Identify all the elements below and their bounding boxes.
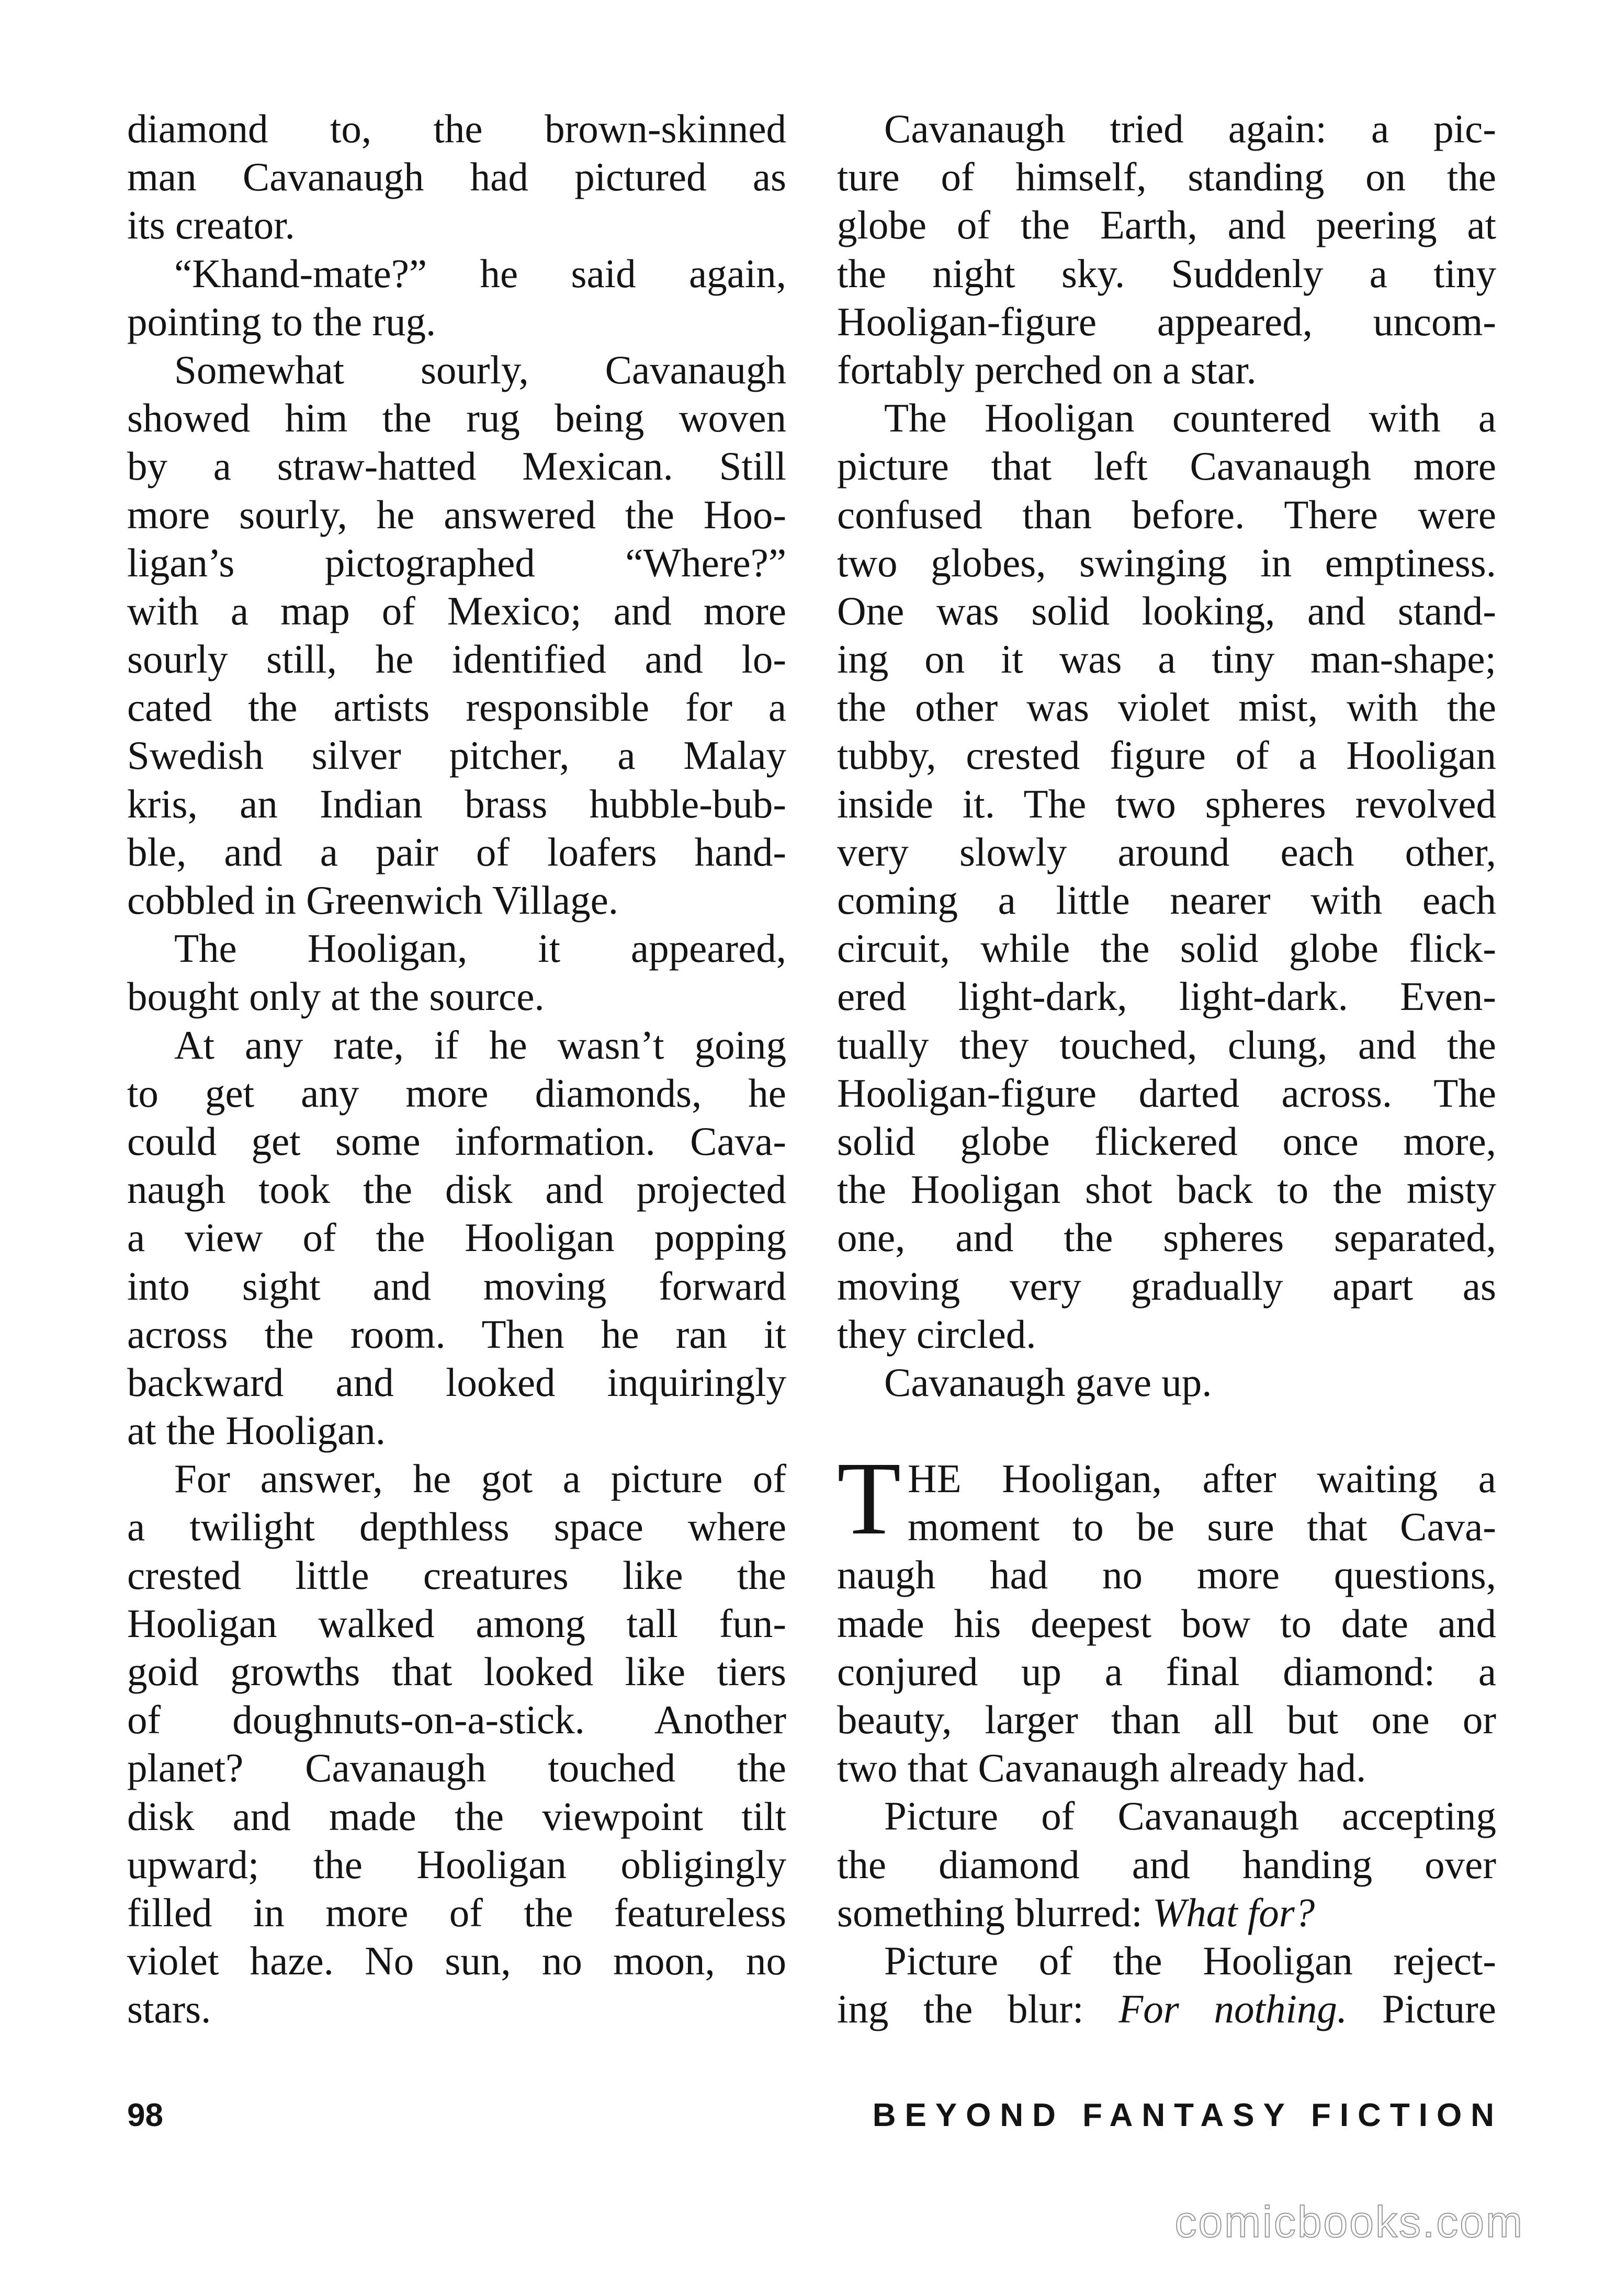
- text-line: tubby, crested figure of a Hooligan: [837, 733, 1496, 778]
- text-line: HE Hooligan, after waiting a: [908, 1456, 1496, 1502]
- text-line: conjured up a final diamond: a: [837, 1649, 1496, 1694]
- text-line: a view of the Hooligan popping: [127, 1215, 786, 1260]
- left-column: [127, 105, 786, 2033]
- text-line: inside it. The two spheres revolved: [837, 781, 1496, 826]
- text-line: by a straw-hatted Mexican. Still: [127, 444, 786, 489]
- text-line: globe of the Earth, and peering at: [837, 202, 1496, 248]
- text-line: [837, 1889, 1496, 1937]
- text-line: upward; the Hooligan obligingly: [127, 1842, 786, 1887]
- text-line: more sourly, he answered the Hoo-: [127, 492, 786, 537]
- text-line: The Hooligan countered with a: [884, 395, 1496, 441]
- text-line: moving very gradually apart as: [837, 1263, 1496, 1309]
- right-column: [837, 105, 1496, 2033]
- section-break: [837, 1406, 1496, 1454]
- text-line: stars.: [127, 1986, 211, 2032]
- text-line: Somewhat sourly, Cavanaugh: [174, 347, 786, 392]
- text-line: they circled.: [837, 1311, 1036, 1357]
- text-line: goid growths that looked like tiers: [127, 1649, 786, 1694]
- page-footer: [127, 2095, 1503, 2136]
- line-text: Picture: [1347, 1986, 1496, 2032]
- text-line: Swedish silver pitcher, a Malay: [127, 733, 786, 778]
- line-text: something blurred:: [837, 1890, 1153, 1935]
- text-line: very slowly around each other,: [837, 829, 1496, 874]
- text-line: naugh took the disk and projected: [127, 1167, 786, 1212]
- right-column-top-text: [837, 105, 1496, 1406]
- text-line: Hooligan walked among tall fun-: [127, 1600, 786, 1646]
- text-line: made his deepest bow to date and: [837, 1600, 1496, 1646]
- text-line: bought only at the source.: [127, 974, 545, 1019]
- text-line: one, and the spheres separated,: [837, 1215, 1496, 1260]
- text-line: tually they touched, clung, and the: [837, 1022, 1496, 1067]
- text-line: man Cavanaugh had pictured as: [127, 154, 786, 200]
- text-line: to get any more diamonds, he: [127, 1070, 786, 1116]
- text-line: backward and looked inquiringly: [127, 1359, 786, 1405]
- text-line: ligan’s pictographed “Where?”: [127, 540, 786, 585]
- right-column-section-text: [837, 1551, 1496, 1792]
- text-line: sourly still, he identified and lo-: [127, 636, 786, 682]
- italic-phrase: For nothing.: [1118, 1986, 1348, 2032]
- text-line: kris, an Indian brass hubble-bub-: [127, 781, 786, 826]
- italic-phrase: What for?: [1152, 1890, 1315, 1935]
- text-line: two globes, swinging in emptiness.: [837, 540, 1496, 585]
- text-line: the Hooligan shot back to the misty: [837, 1167, 1496, 1212]
- text-line: At any rate, if he wasn’t going: [174, 1022, 786, 1067]
- text-line: two that Cavanaugh already had.: [837, 1745, 1366, 1791]
- text-line: across the room. Then he ran it: [127, 1311, 786, 1357]
- text-line: could get some information. Cava-: [127, 1118, 786, 1164]
- text-line: Cavanaugh tried again: a pic-: [884, 106, 1496, 151]
- text-line: with a map of Mexico; and more: [127, 588, 786, 633]
- text-line: fortably perched on a star.: [837, 347, 1257, 392]
- text-line: its creator.: [127, 202, 295, 248]
- text-line: pointing to the rug.: [127, 299, 436, 344]
- text-line: [837, 1985, 1496, 2033]
- text-line: picture that left Cavanaugh more: [837, 444, 1496, 489]
- text-line: coming a little nearer with each: [837, 878, 1496, 923]
- drop-cap: T: [837, 1441, 901, 1557]
- text-line: violet haze. No sun, no moon, no: [127, 1938, 786, 1984]
- text-line: Picture of the Hooligan reject-: [884, 1938, 1496, 1983]
- running-title: BEYOND FANTASY FICTION: [872, 2097, 1503, 2133]
- text-line: crested little creatures like the: [127, 1552, 786, 1598]
- text-line: planet? Cavanaugh touched the: [127, 1745, 786, 1791]
- text-line: of doughnuts-on-a-stick. Another: [127, 1697, 786, 1743]
- text-line: Hooligan-figure darted across. The: [837, 1070, 1496, 1116]
- text-line: filled in more of the featureless: [127, 1890, 786, 1935]
- text-line: diamond to, the brown-skinned: [127, 106, 786, 151]
- text-line: solid globe flickered once more,: [837, 1118, 1496, 1164]
- text-line: disk and made the viewpoint tilt: [127, 1793, 786, 1839]
- text-line: naugh had no more questions,: [837, 1552, 1496, 1598]
- watermark: comicbooks.com: [1174, 2197, 1524, 2246]
- line-text: ing the blur:: [837, 1986, 1119, 2032]
- text-line: Picture of Cavanaugh accepting: [884, 1793, 1496, 1839]
- page-number: 98: [127, 2097, 163, 2133]
- text-line: For answer, he got a picture of: [174, 1456, 786, 1502]
- text-line: cated the artists responsible for a: [127, 685, 786, 730]
- text-line: moment to be sure that Cava-: [908, 1504, 1496, 1550]
- text-line: The Hooligan, it appeared,: [174, 926, 786, 971]
- text-line: One was solid looking, and stand-: [837, 588, 1496, 633]
- text-line: “Khand-mate?” he said again,: [174, 251, 786, 296]
- text-line: cobbled in Greenwich Village.: [127, 878, 619, 923]
- text-line: at the Hooligan.: [127, 1408, 386, 1453]
- text-line: showed him the rug being woven: [127, 395, 786, 441]
- text-line: ture of himself, standing on the: [837, 154, 1496, 200]
- text-line: the other was violet mist, with the: [837, 685, 1496, 730]
- text-line: Hooligan-figure appeared, uncom-: [837, 299, 1496, 344]
- text-line: ing on it was a tiny man-shape;: [837, 636, 1496, 682]
- text-line: ered light-dark, light-dark. Even-: [837, 974, 1496, 1019]
- text-line: a twilight depthless space where: [127, 1504, 786, 1550]
- text-line: the night sky. Suddenly a tiny: [837, 251, 1496, 296]
- section-opening: [837, 1441, 1496, 1557]
- text-line: circuit, while the solid globe flick-: [837, 926, 1496, 971]
- text-line: Cavanaugh gave up.: [884, 1359, 1212, 1405]
- text-line: into sight and moving forward: [127, 1263, 786, 1309]
- text-line: beauty, larger than all but one or: [837, 1697, 1496, 1742]
- text-line: confused than before. There were: [837, 492, 1496, 537]
- text-line: the diamond and handing over: [837, 1842, 1496, 1887]
- text-line: ble, and a pair of loafers hand-: [127, 829, 786, 874]
